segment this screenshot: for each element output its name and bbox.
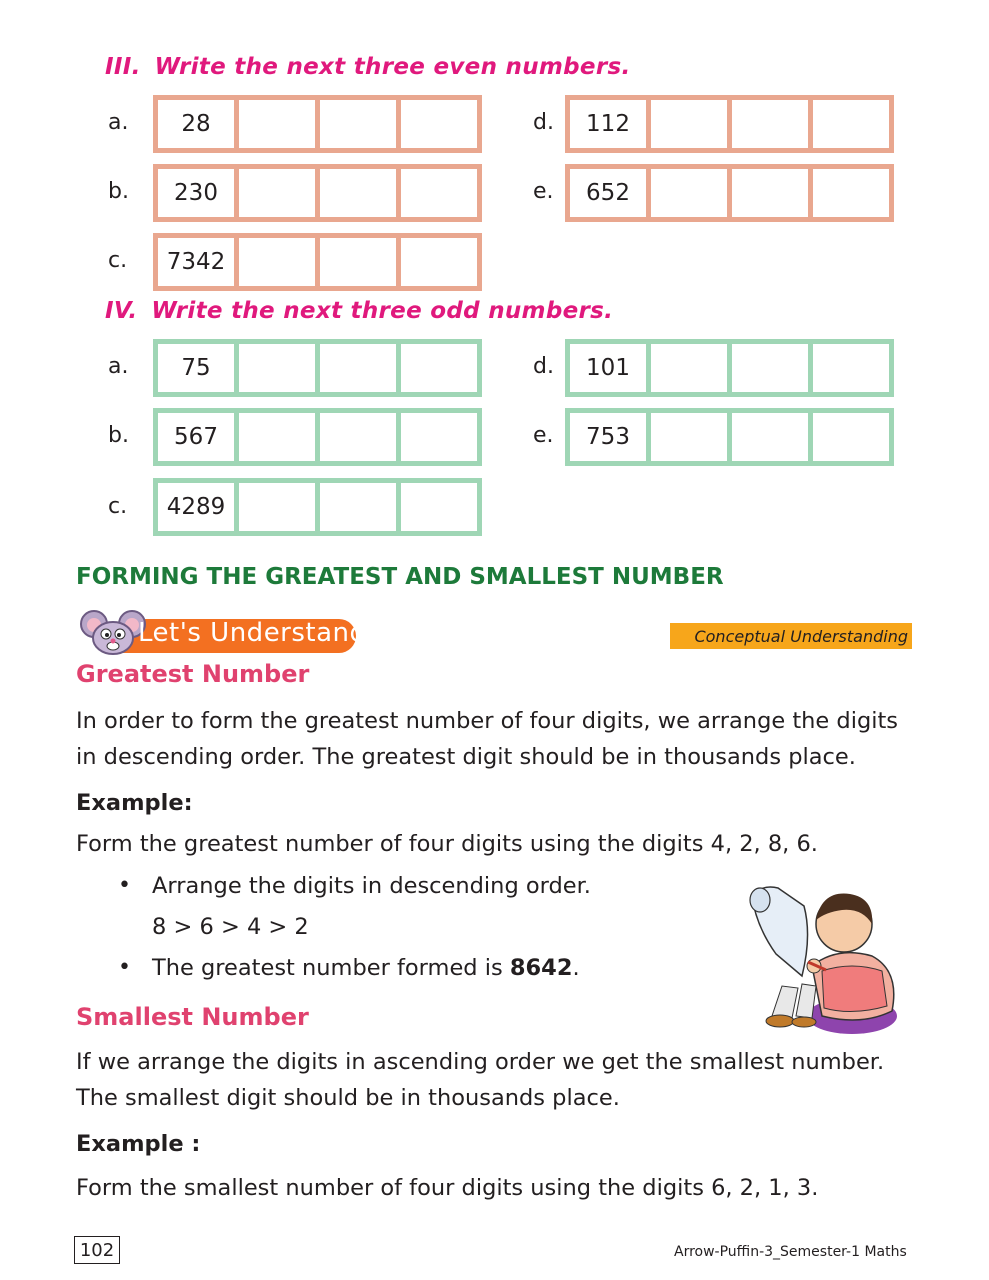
answer-box[interactable] — [396, 233, 482, 291]
answer-box[interactable] — [315, 95, 401, 153]
start-number: 28 — [153, 95, 239, 153]
greatest-line-1: In order to form the greatest number of four digits, we arrange the digits — [76, 708, 899, 734]
answer-box[interactable] — [234, 478, 320, 536]
odd-row-c — [153, 478, 482, 536]
row-label: e. — [533, 179, 554, 204]
section-4-title: IV. Write the next three odd numbers. — [105, 298, 614, 324]
answer-box[interactable] — [234, 233, 320, 291]
start-number: 4289 — [153, 478, 239, 536]
odd-row-e — [565, 408, 894, 466]
start-number: 753 — [565, 408, 651, 466]
answer-box[interactable] — [727, 339, 813, 397]
start-number: 112 — [565, 95, 651, 153]
bullet-icon: • — [118, 955, 131, 980]
start-number: 230 — [153, 164, 239, 222]
row-label: e. — [533, 423, 554, 448]
start-number: 652 — [565, 164, 651, 222]
answer-box[interactable] — [315, 339, 401, 397]
answer-box[interactable] — [396, 339, 482, 397]
example-label: Example: — [76, 790, 193, 816]
smallest-number-title: Smallest Number — [76, 1003, 309, 1031]
start-number: 567 — [153, 408, 239, 466]
answer-box[interactable] — [727, 164, 813, 222]
greatest-example-text: Form the greatest number of four digits using the digits 4, 2, 8, 6. — [76, 831, 818, 857]
even-row-b — [153, 164, 482, 222]
answer-box[interactable] — [396, 478, 482, 536]
answer-box[interactable] — [396, 408, 482, 466]
greatest-line-2: in descending order. The greatest digit should be in thousands place. — [76, 744, 856, 770]
odd-row-d — [565, 339, 894, 397]
row-label: b. — [108, 423, 129, 448]
answer-box[interactable] — [646, 408, 732, 466]
answer-box[interactable] — [396, 164, 482, 222]
odd-row-a — [153, 339, 482, 397]
answer-box[interactable] — [396, 95, 482, 153]
row-label: a. — [108, 110, 129, 135]
bullet-icon: • — [118, 873, 131, 898]
section-3-title: III. Write the next three even numbers. — [105, 54, 631, 80]
row-label: c. — [108, 494, 128, 519]
greatest-number-title: Greatest Number — [76, 660, 310, 688]
footer-text: Arrow-Puffin-3_Semester-1 Maths — [674, 1244, 907, 1260]
lets-understand-label: Let's Understand — [138, 618, 367, 648]
conceptual-understanding-tag: Conceptual Understanding — [670, 623, 912, 649]
row-label: b. — [108, 179, 129, 204]
answer-box[interactable] — [808, 339, 894, 397]
even-row-d — [565, 95, 894, 153]
even-row-c — [153, 233, 482, 291]
greatest-bullet-2: The greatest number formed is 8642. — [152, 955, 580, 981]
answer-box[interactable] — [234, 408, 320, 466]
answer-box[interactable] — [315, 408, 401, 466]
start-number: 7342 — [153, 233, 239, 291]
answer-box[interactable] — [646, 164, 732, 222]
greatest-result: 8642 — [509, 955, 573, 981]
section-heading: FORMING THE GREATEST AND SMALLEST NUMBER — [76, 564, 724, 590]
start-number: 101 — [565, 339, 651, 397]
answer-box[interactable] — [727, 408, 813, 466]
answer-box[interactable] — [808, 164, 894, 222]
answer-box[interactable] — [315, 478, 401, 536]
row-label: d. — [533, 110, 554, 135]
answer-box[interactable] — [646, 95, 732, 153]
answer-box[interactable] — [234, 164, 320, 222]
answer-box[interactable] — [234, 339, 320, 397]
odd-row-b — [153, 408, 482, 466]
greatest-bullet-1: Arrange the digits in descending order. — [152, 873, 591, 899]
boy-reading-illustration — [742, 876, 907, 1038]
example-label: Example : — [76, 1131, 201, 1157]
start-number: 75 — [153, 339, 239, 397]
answer-box[interactable] — [234, 95, 320, 153]
row-label: c. — [108, 248, 128, 273]
page-number: 102 — [74, 1236, 120, 1264]
answer-box[interactable] — [315, 233, 401, 291]
smallest-line-1: If we arrange the digits in ascending order we get the smallest number. — [76, 1049, 885, 1075]
answer-box[interactable] — [315, 164, 401, 222]
even-row-a — [153, 95, 482, 153]
answer-box[interactable] — [808, 408, 894, 466]
digit-order: 8 > 6 > 4 > 2 — [152, 914, 309, 940]
row-label: d. — [533, 354, 554, 379]
even-row-e — [565, 164, 894, 222]
row-label: a. — [108, 354, 129, 379]
answer-box[interactable] — [646, 339, 732, 397]
smallest-line-2: The smallest digit should be in thousands place. — [76, 1085, 620, 1111]
answer-box[interactable] — [808, 95, 894, 153]
answer-box[interactable] — [727, 95, 813, 153]
smallest-example-text: Form the smallest number of four digits using the digits 6, 2, 1, 3. — [76, 1175, 819, 1201]
